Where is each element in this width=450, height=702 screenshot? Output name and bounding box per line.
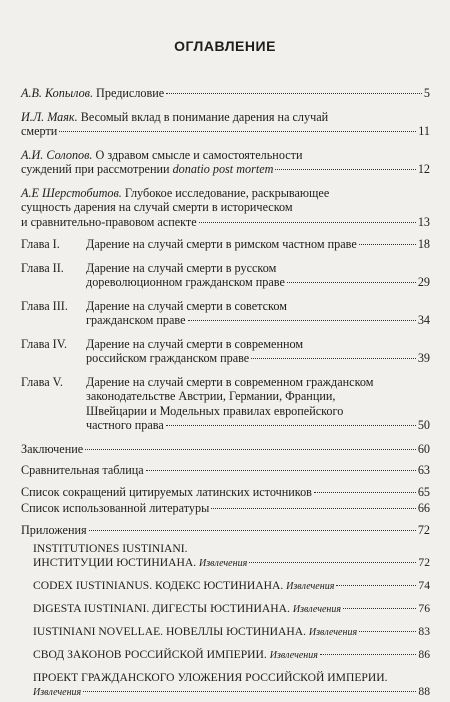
page-number: 60	[417, 441, 430, 456]
page-number: 86	[418, 648, 430, 661]
entry-title-line: суждений при рассмотрении	[21, 162, 170, 176]
extracts-note: Извлечения	[308, 627, 358, 638]
page-number: 18	[417, 237, 430, 251]
entry-author: И.Л. Маяк.	[21, 109, 78, 124]
dot-leader	[287, 282, 416, 283]
page-number: 66	[417, 501, 430, 515]
entry-title-line: смерти	[21, 124, 58, 138]
extracts-note: Извлечения	[292, 604, 342, 615]
entry-title: Дарение на случай смерти в римском частном праве	[86, 237, 357, 251]
toc-entry-appendices[interactable]	[21, 523, 430, 538]
entry-title-line: Швейцарии и Модельных правилах европейского	[86, 403, 344, 418]
entry-title: DIGESTA IUSTINIANI. ДИГЕСТЫ ЮСТИНИАНА.	[33, 602, 290, 615]
entry-title-line: сущность дарения на случай смерти в историческом	[21, 200, 293, 214]
page-number: 13	[417, 214, 430, 229]
extracts-note: Извлечения	[269, 650, 318, 661]
toc-subentry-codex[interactable]	[33, 579, 430, 594]
entry-title-line: Дарение на случай смерти в русском	[86, 260, 277, 275]
dot-leader	[343, 608, 416, 609]
entry-title: Приложения	[21, 522, 87, 537]
extracts-note: Извлечения	[33, 687, 82, 698]
toc-entry-abbreviations[interactable]	[21, 485, 430, 500]
entry-title: Предисловие	[96, 86, 165, 100]
toc-entry-chapter-3[interactable]	[21, 299, 430, 328]
entry-title-line: и сравнительно-правовом аспекте	[21, 214, 197, 229]
page-number: 74	[418, 579, 430, 592]
chapter-label: Глава I.	[21, 237, 60, 251]
entry-author: А.В. Копылов.	[21, 86, 93, 100]
dot-leader	[83, 691, 416, 692]
page-number: 50	[417, 418, 430, 432]
entry-title-line: INSTITUTIONES IUSTINIANI.	[33, 542, 188, 555]
entry-title: Список сокращений цитируемых латинских источников	[21, 484, 312, 499]
toc-entry-bibliography[interactable]	[21, 501, 430, 516]
dot-leader	[59, 131, 416, 132]
entry-title: IUSTINIANI NOVELLAE. НОВЕЛЛЫ ЮСТИНИАНА.	[33, 625, 306, 638]
page-number: 5	[423, 86, 430, 100]
toc-entry-chapter-2[interactable]	[21, 261, 430, 290]
entry-title: Заключение	[21, 441, 84, 456]
dot-leader	[166, 425, 416, 426]
entry-title-line: ИНСТИТУЦИИ ЮСТИНИАНА.	[33, 556, 197, 569]
entry-title: Список использованной литературы	[21, 501, 210, 515]
chapter-label: Глава V.	[21, 374, 63, 389]
entry-title-line: частного права	[86, 418, 164, 432]
page-number: 29	[417, 275, 430, 289]
dot-leader	[359, 631, 416, 632]
entry-title-line: Весомый вклад в понимание дарения на случай	[80, 109, 329, 124]
dot-leader	[199, 222, 416, 223]
entry-title-line: Дарение на случай смерти в советском	[86, 298, 287, 313]
entry-title-line: российском гражданском праве	[86, 351, 250, 365]
dot-leader	[275, 169, 415, 170]
page-number: 63	[417, 463, 430, 477]
dot-leader	[188, 320, 416, 321]
entry-title-line: Дарение на случай смерти в современном гражданском	[86, 374, 374, 389]
entry-title-line: ПРОЕКТ ГРАЖДАНСКОГО УЛОЖЕНИЯ РОССИЙСКОЙ ИМПЕРИИ.	[33, 671, 388, 684]
table-of-contents	[21, 86, 430, 700]
toc-subentry-institutiones[interactable]	[33, 542, 430, 571]
entry-title-line: гражданском праве	[86, 313, 186, 327]
dot-leader	[314, 492, 416, 493]
extracts-note: Извлечения	[286, 581, 335, 592]
page-number: 34	[417, 313, 430, 327]
entry-title-line: О здравом смысле и самостоятельности	[95, 147, 303, 162]
entry-title-line: законодательстве Австрии, Германии, Франции,	[86, 389, 336, 403]
toc-subentry-novellae[interactable]	[33, 625, 430, 640]
page-title: ОГЛАВЛЕНИЕ	[174, 38, 276, 54]
toc-entry-chapter-5[interactable]	[21, 375, 430, 433]
toc-entry-chapter-4[interactable]	[21, 337, 430, 366]
chapter-label: Глава IV.	[21, 336, 68, 351]
entry-title-line: Дарение на случай смерти в современном	[86, 336, 304, 351]
page-number: 88	[418, 685, 430, 698]
latin-term: donatio post mortem	[172, 162, 274, 176]
dot-leader	[89, 530, 416, 531]
entry-author: А.И. Солопов.	[21, 147, 93, 162]
toc-subentry-svod-zakonov[interactable]	[33, 648, 430, 663]
toc-entry-chapter-1[interactable]	[21, 237, 430, 252]
page-number: 11	[418, 124, 430, 138]
toc-entry-preface[interactable]	[21, 86, 430, 101]
page-number: 83	[418, 625, 430, 638]
page-number: 12	[417, 162, 430, 176]
toc-entry-comparative-table[interactable]	[21, 463, 430, 478]
toc-entry-conclusion[interactable]	[21, 442, 430, 457]
toc-entry-solopov[interactable]	[21, 148, 430, 177]
dot-leader	[146, 470, 416, 471]
page-number: 76	[418, 602, 430, 615]
entry-title-line: дореволюционном гражданском праве	[86, 275, 285, 289]
dot-leader	[249, 562, 416, 563]
dot-leader	[166, 93, 422, 94]
dot-leader	[211, 508, 416, 509]
toc-subentry-civil-code-project[interactable]	[33, 671, 430, 700]
entry-title: Сравнительная таблица	[21, 463, 144, 477]
dot-leader	[320, 654, 416, 655]
entry-title: CODEX IUSTINIANUS. КОДЕКС ЮСТИНИАНА.	[33, 579, 284, 592]
toc-entry-sherstobitov[interactable]	[21, 186, 430, 230]
page-number: 65	[417, 484, 430, 499]
page-number: 39	[417, 351, 430, 365]
dot-leader	[359, 244, 416, 245]
page-number: 72	[418, 556, 430, 569]
toc-entry-mayak[interactable]	[21, 110, 430, 139]
dot-leader	[251, 358, 416, 359]
chapter-label: Глава II.	[21, 260, 64, 275]
dot-leader	[85, 449, 416, 450]
dot-leader	[336, 585, 416, 586]
extracts-note: Извлечения	[199, 558, 248, 569]
entry-title-line: Глубокое исследование, раскрывающее	[124, 185, 330, 200]
entry-title: СВОД ЗАКОНОВ РОССИЙСКОЙ ИМПЕРИИ.	[33, 648, 267, 661]
entry-author: А.Е Шерстобитов.	[21, 185, 122, 200]
chapter-label: Глава III.	[21, 298, 68, 313]
page-number: 72	[417, 522, 430, 537]
toc-subentry-digesta[interactable]	[33, 602, 430, 617]
